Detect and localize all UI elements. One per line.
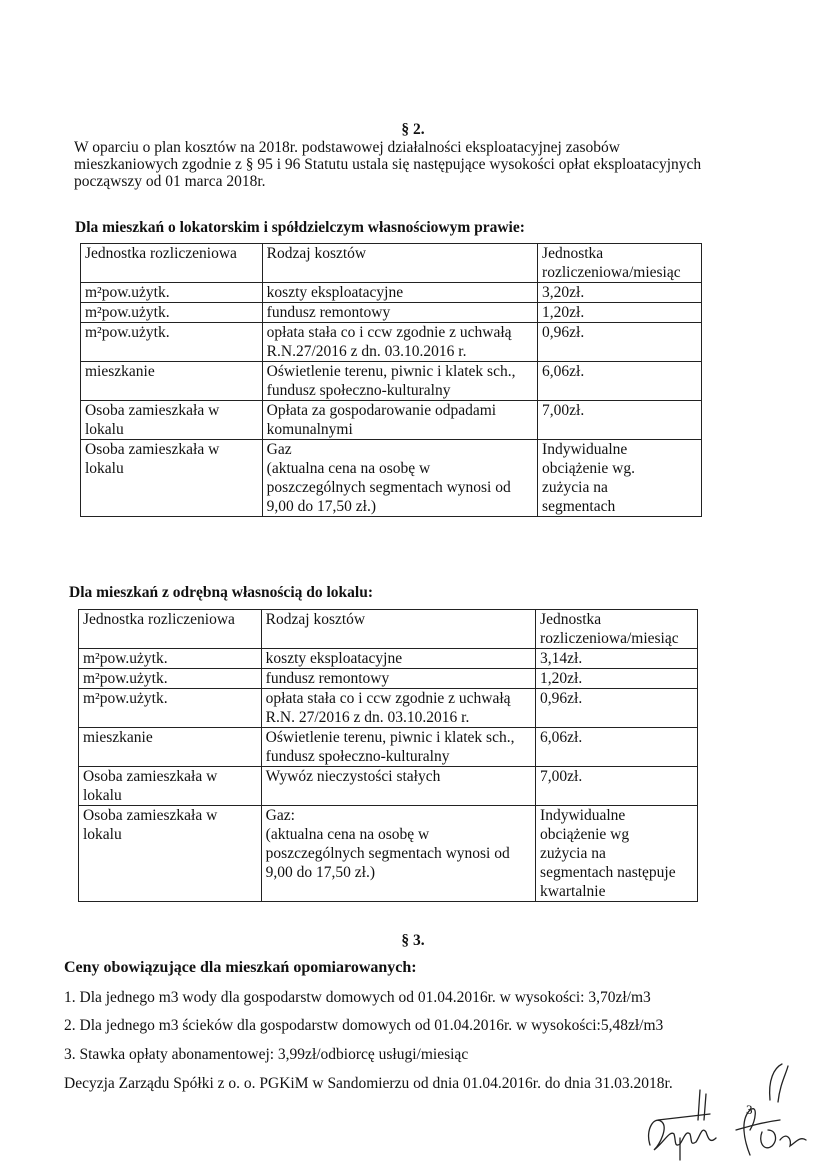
table-row <box>81 440 702 517</box>
table-row <box>81 323 702 362</box>
table-cell: Oświetlenie terenu, piwnic i klatek sch., fundusz społeczno-kulturalny <box>261 728 535 767</box>
section3-subheading: Ceny obowiązujące dla mieszkań opomiarowanych: <box>64 959 417 976</box>
table-cell: 1,20zł. <box>536 669 698 689</box>
table-row <box>81 283 702 303</box>
intro-line: począwszy od 01 marca 2018r. <box>74 173 266 190</box>
intro-line: W oparciu o plan kosztów na 2018r. podstawowej działalności eksploatacyjnej zasobów <box>74 139 620 156</box>
table-cell: Gaz: (aktualna cena na osobę w poszczególnych segmentach wynosi od 9,00 do 17,50 zł.) <box>261 806 535 902</box>
table-cell: m²pow.użytk. <box>79 649 262 669</box>
column-header: Jednostka rozliczeniowa/miesiąc <box>538 244 702 283</box>
table-cell: fundusz remontowy <box>261 669 535 689</box>
page-number: 3 <box>746 1102 753 1117</box>
table-cell: Indywidualne obciążenie wg. zużycia na segmentach <box>538 440 702 517</box>
column-header: Rodzaj kosztów <box>262 244 537 283</box>
table-cell: Osoba zamieszkała w lokalu <box>79 767 262 806</box>
handwritten-signature-icon <box>640 1060 820 1165</box>
table-row <box>79 728 698 767</box>
table-cell: Osoba zamieszkała w lokalu <box>79 806 262 902</box>
intro-line: mieszkaniowych zgodnie z § 95 i 96 Statutu ustala się następujące wysokości opłat eksploatacyjnych <box>74 156 702 173</box>
table1-caption: Dla mieszkań o lokatorskim i spółdzielczym własnościowym prawie: <box>75 219 525 236</box>
table-cell: Indywidualne obciążenie wg zużycia na segmentach następuje kwartalnie <box>536 806 698 902</box>
table-row <box>81 401 702 440</box>
table-cell: m²pow.użytk. <box>79 669 262 689</box>
table-cell: Wywóz nieczystości stałych <box>261 767 535 806</box>
table-cell: Opłata za gospodarowanie odpadami komunalnymi <box>262 401 537 440</box>
table-cell: Oświetlenie terenu, piwnic i klatek sch., fundusz społeczno-kulturalny <box>262 362 537 401</box>
fees-table-2 <box>78 609 698 902</box>
table-cell: mieszkanie <box>81 362 263 401</box>
table-cell: 7,00zł. <box>538 401 702 440</box>
table-row <box>79 767 698 806</box>
table-cell: 7,00zł. <box>536 767 698 806</box>
table-cell: opłata stała co i ccw zgodnie z uchwałą R.N.27/2016 z dn. 03.10.2016 r. <box>262 323 537 362</box>
table-cell: fundusz remontowy <box>262 303 537 323</box>
fees-table-1 <box>80 243 702 517</box>
column-header: Jednostka rozliczeniowa <box>81 244 263 283</box>
table-cell: m²pow.użytk. <box>81 283 263 303</box>
table-row <box>79 669 698 689</box>
table2-caption: Dla mieszkań z odrębną własnością do lokalu: <box>69 584 374 601</box>
table-cell: 0,96zł. <box>536 689 698 728</box>
column-header: Rodzaj kosztów <box>261 610 535 649</box>
table-cell: 3,14zł. <box>536 649 698 669</box>
table-cell: Gaz (aktualna cena na osobę w poszczególnych segmentach wynosi od 9,00 do 17,50 zł.) <box>262 440 537 517</box>
price-item-subscription: 3. Stawka opłaty abonamentowej: 3,99zł/odbiorcę usługi/miesiąc <box>64 1046 469 1063</box>
table-cell: koszty eksploatacyjne <box>261 649 535 669</box>
table-row <box>79 649 698 669</box>
table-row <box>81 303 702 323</box>
table-cell: 1,20zł. <box>538 303 702 323</box>
section3-heading: § 3. <box>401 932 425 949</box>
table-cell: Osoba zamieszkała w lokalu <box>81 440 263 517</box>
table-cell: m²pow.użytk. <box>81 303 263 323</box>
table-cell: 6,06zł. <box>536 728 698 767</box>
table-cell: m²pow.użytk. <box>79 689 262 728</box>
table-cell: koszty eksploatacyjne <box>262 283 537 303</box>
table-cell: opłata stała co i ccw zgodnie z uchwałą R.N. 27/2016 z dn. 03.10.2016 r. <box>261 689 535 728</box>
section2-heading: § 2. <box>401 121 425 138</box>
decision-line: Decyzja Zarządu Spółki z o. o. PGKiM w Sandomierzu od dnia 01.04.2016r. do dnia 31.03.2018r. <box>64 1075 673 1092</box>
table-row <box>79 689 698 728</box>
price-item-water: 1. Dla jednego m3 wody dla gospodarstw domowych od 01.04.2016r. w wysokości: 3,70zł/m3 <box>64 989 651 1006</box>
table-cell: m²pow.użytk. <box>81 323 263 362</box>
section2-intro <box>74 139 701 190</box>
table-cell: Osoba zamieszkała w lokalu <box>81 401 263 440</box>
table-cell: 6,06zł. <box>538 362 702 401</box>
price-item-sewage: 2. Dla jednego m3 ścieków dla gospodarstw domowych od 01.04.2016r. w wysokości:5,48zł/m3 <box>64 1017 664 1034</box>
table-cell: 3,20zł. <box>538 283 702 303</box>
table-cell: mieszkanie <box>79 728 262 767</box>
table-row <box>79 806 698 902</box>
table-row <box>81 362 702 401</box>
table-cell: 0,96zł. <box>538 323 702 362</box>
table-header-row <box>79 610 698 649</box>
table-header-row <box>81 244 702 283</box>
column-header: Jednostka rozliczeniowa/miesiąc <box>536 610 698 649</box>
column-header: Jednostka rozliczeniowa <box>79 610 262 649</box>
